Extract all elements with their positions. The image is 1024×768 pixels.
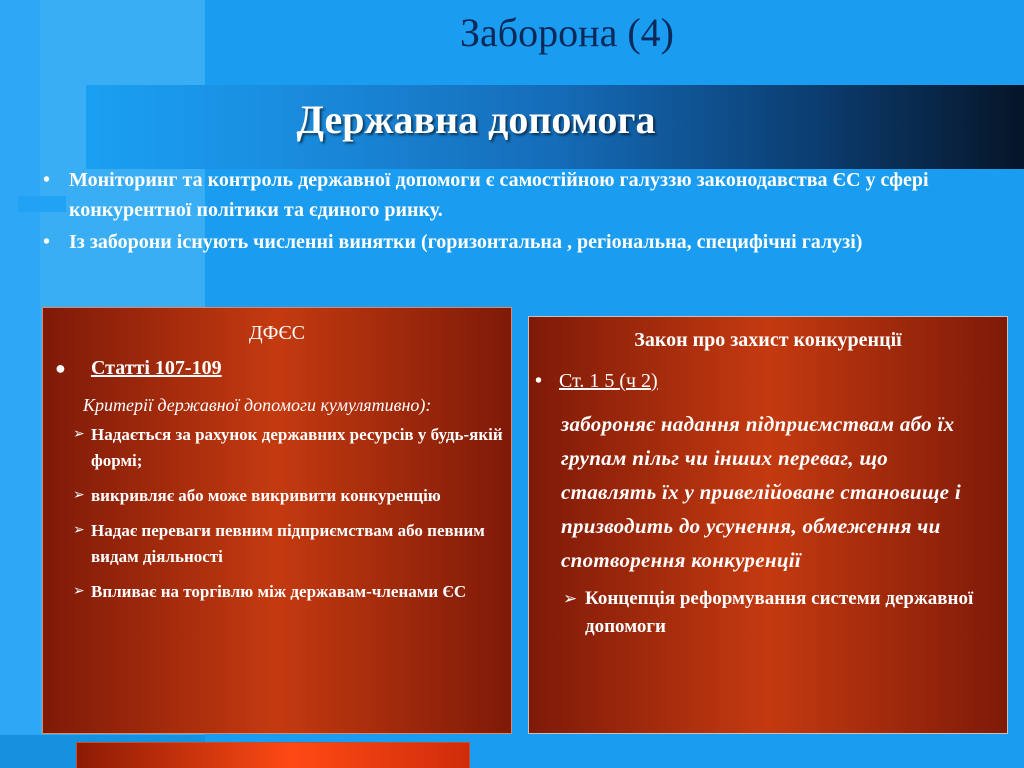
tfeu-criterion — [43, 483, 511, 509]
competition-law-article-row — [529, 367, 1007, 395]
competition-law-article: Ст. 1 5 (ч 2) — [559, 370, 658, 392]
tfeu-criterion — [43, 579, 511, 605]
tfeu-box — [42, 307, 512, 734]
tfeu-heading: ДФЄС — [249, 322, 305, 344]
intro-text: Із заборони існують численні винятки (горизонтальна , регіональна, специфічні галузі) — [69, 231, 863, 253]
tfeu-criterion-text: Впливає на торгівлю між державам-членами ЄС — [91, 582, 467, 601]
intro-list — [40, 165, 1005, 259]
intro-item — [40, 165, 1005, 225]
tfeu-criterion-text: викривляє або може викривити конкуренцію — [91, 486, 441, 505]
arrow-bullet-icon: ➢ — [563, 589, 578, 608]
concept-item — [529, 585, 1007, 641]
concept-text: Концепція реформування системи державної допомоги — [585, 588, 974, 637]
circle-bullet-icon: ● — [55, 358, 66, 378]
tfeu-criterion-text: Надає переваги певним підприємствам або певним видам діяльності — [91, 521, 485, 566]
slide-subtitle: Державна допомога — [296, 97, 656, 142]
tfeu-articles-row — [43, 354, 511, 382]
tfeu-criterion — [43, 422, 511, 474]
arrow-bullet-icon: ➢ — [73, 523, 85, 538]
arrow-bullet-icon: ➢ — [73, 584, 85, 599]
bullet-icon: • — [43, 231, 51, 253]
tfeu-criterion-text: Надається за рахунок державних ресурсів у будь-якій формі; — [91, 425, 503, 470]
intro-text: Моніторинг та контроль державної допомоги є самостійною галуззю законодавства ЄС у сфері конкурентної політики та єдиного ринку. — [69, 169, 929, 221]
bullet-icon: • — [535, 370, 543, 392]
tfeu-criteria: Критерії державної допомоги кумулятивно): — [83, 395, 432, 415]
intro-item — [40, 227, 1005, 257]
arrow-bullet-icon: ➢ — [73, 488, 85, 503]
slide-title: Заборона (4) — [460, 10, 674, 55]
competition-law-heading: Закон про захист конкуренції — [634, 329, 902, 351]
tfeu-criterion — [43, 518, 511, 570]
bottom-box — [76, 742, 470, 768]
competition-law-box — [528, 316, 1008, 734]
tfeu-articles: Статті 107-109 — [91, 357, 222, 379]
arrow-bullet-icon: ➢ — [73, 427, 85, 442]
competition-law-text: забороняє надання підприємствам або їх групам пільг чи інших переваг, що ставлять їх у привелійоване становище і призводить до усунення, обмеження чи спотворення конкуренції — [561, 412, 961, 572]
bullet-icon: • — [43, 169, 51, 191]
